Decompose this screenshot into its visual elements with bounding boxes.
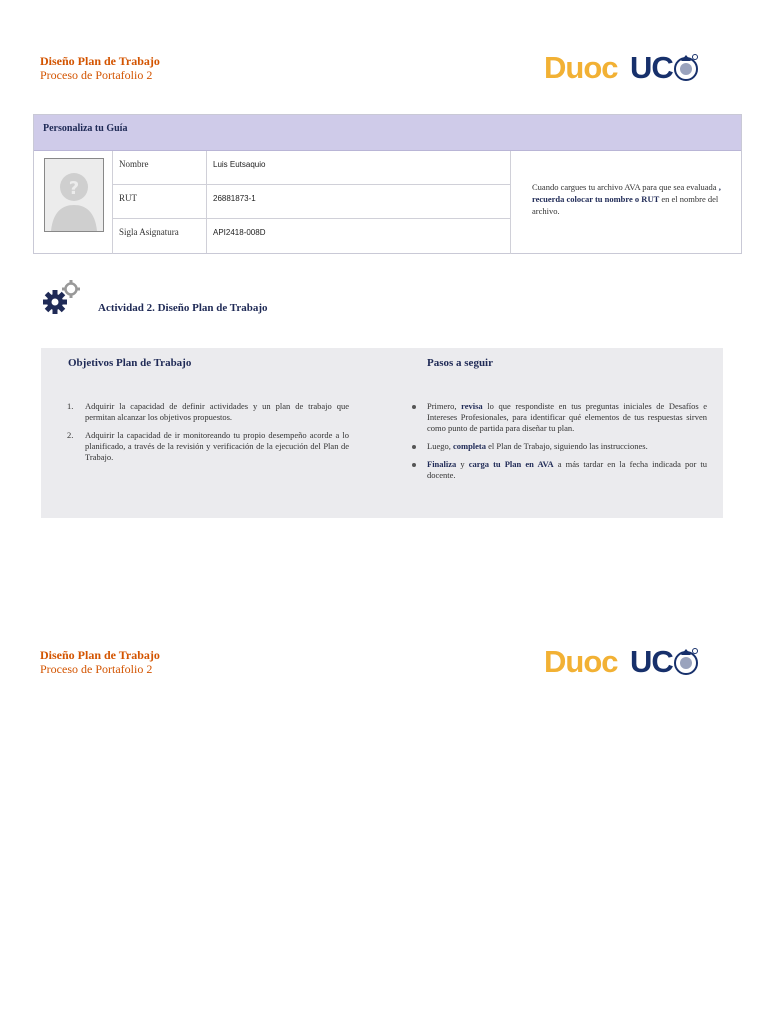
field-row-nombre — [112, 151, 510, 185]
list-item: Primero, revisa lo que respondiste en tus preguntas iniciales de Desafíos e Intereses Profesionales, para identificar qué elementos de tus respuestas sirven como punto de partida para diseñar tu plan. — [411, 401, 707, 434]
uc-seal-icon — [673, 647, 699, 677]
personalize-guide-table — [33, 114, 742, 254]
logo-duoc-text: Duoc — [544, 644, 618, 679]
logo-uc-text: UC — [630, 644, 673, 679]
photo-cell — [34, 151, 113, 254]
field-row-rut — [112, 185, 510, 219]
steps-list — [411, 401, 707, 488]
field-label: RUT — [119, 193, 137, 203]
list-item: Finaliza y carga tu Plan en AVA a más tardar en la fecha indicada por tu docente. — [411, 459, 707, 481]
objectives-heading: Objetivos Plan de Trabajo — [68, 357, 192, 369]
activity-title: Actividad 2. Diseño Plan de Trabajo — [98, 302, 268, 314]
gears-icon — [42, 280, 82, 316]
list-item: 1. Adquirir la capacidad de definir actividades y un plan de trabajo que permitan alcanzar los objetivos propuestos. — [67, 401, 349, 422]
header-title: Diseño Plan de Trabajo — [40, 54, 160, 68]
field-label: Sigla Asignatura — [119, 227, 179, 237]
field-value-name: Luis Eutsaquio — [213, 160, 266, 169]
guide-fields — [112, 151, 510, 254]
field-label: Nombre — [119, 159, 149, 169]
duoc-uc-logo — [544, 50, 704, 90]
objectives-list — [67, 401, 349, 470]
header-subtitle: Proceso de Portafolio 2 — [40, 68, 153, 82]
logo-duoc-text: Duoc — [544, 50, 618, 85]
document-header — [40, 54, 160, 82]
field-value-sigla: API2418-008D — [213, 228, 266, 237]
duoc-uc-logo — [544, 644, 704, 684]
guide-heading: Personaliza tu Guía — [34, 115, 741, 151]
steps-heading: Pasos a seguir — [427, 357, 493, 369]
list-item: Luego, completa el Plan de Trabajo, siguiendo las instrucciones. — [411, 441, 707, 452]
uc-seal-icon — [673, 53, 699, 83]
upload-note: Cuando cargues tu archivo AVA para que sea evaluada , recuerda colocar tu nombre o RUT en el nombre del archivo. — [532, 182, 721, 216]
header-title: Diseño Plan de Trabajo — [40, 648, 160, 662]
second-page-header — [40, 648, 160, 676]
list-item: 2. Adquirir la capacidad de ir monitoreando tu propio desempeño acorde a lo planificado, a través de la revisión y verificación de la ejecución del Plan de Trabajo. — [67, 430, 349, 462]
field-value-rut: 26881873-1 — [213, 194, 256, 203]
svg-text:?: ? — [68, 178, 80, 199]
header-subtitle: Proceso de Portafolio 2 — [40, 662, 153, 676]
field-row-sigla — [112, 219, 510, 253]
logo-uc-text: UC — [630, 50, 673, 85]
avatar-icon — [45, 159, 103, 231]
activity-panel — [41, 348, 723, 518]
upload-note-cell — [510, 151, 742, 254]
user-photo-placeholder — [44, 158, 104, 232]
